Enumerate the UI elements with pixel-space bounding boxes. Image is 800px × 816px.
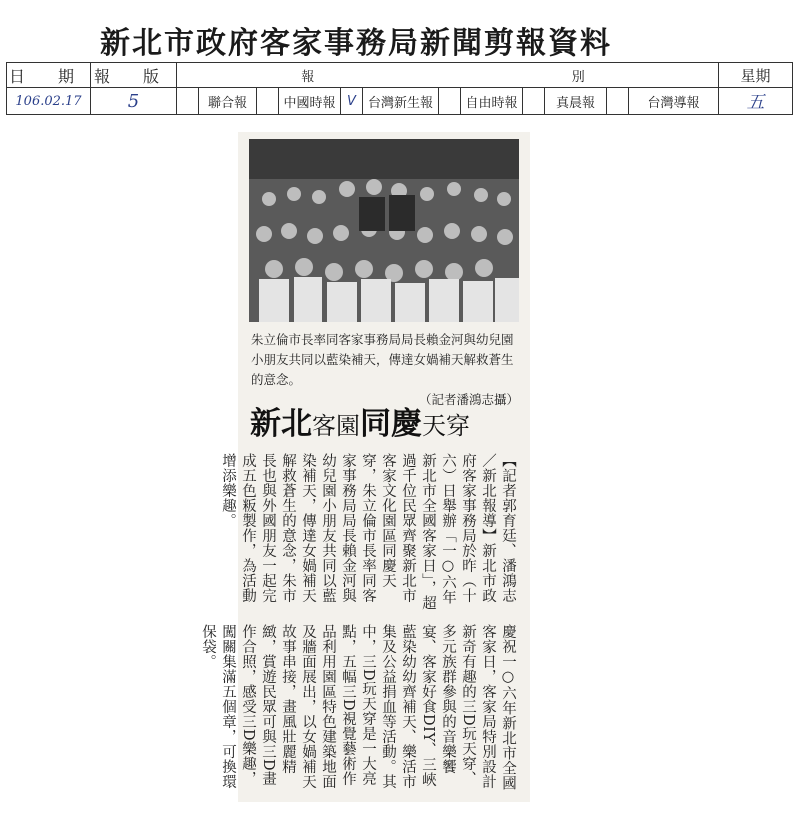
article-body-column-2: 慶祝一○六年新北市全國客家日，客家局特別設計新奇有趣的三D玩天穿、多元族群參與的音樂饗宴、客家好食DIY、三峽藍染幼幼齊補天、樂活市集及公益捐血等活動。其中，三D玩天穿是一大亮點，五幅三D視覺藝術作品利用園區特色建築地面及牆面展出，以女媧補天故事串接，畫風壯麗精緻，賞遊民眾可與三D畫作合照，感受三D樂趣，闖關集滿五個章，可換環保袋。 <box>200 624 516 791</box>
photo-credit: （記者潘鴻志攝） <box>418 392 519 407</box>
paper-name-2: 中國時報 <box>279 88 341 115</box>
type-label: 別 <box>439 63 719 88</box>
paper-name-5: 真晨報 <box>545 88 607 115</box>
headline-part-3: 同慶 <box>360 406 422 442</box>
headline-part-1: 新北 <box>250 406 312 442</box>
edition-label: 報 版 <box>91 63 177 88</box>
paper-name-6: 台灣導報 <box>629 88 719 115</box>
paper-checkbox-4 <box>439 88 461 115</box>
headline-part-4: 天穿 <box>422 412 470 440</box>
weekday-label: 星期 <box>719 63 793 88</box>
paper-name-3: 台灣新生報 <box>363 88 439 115</box>
paper-name-1: 聯合報 <box>199 88 257 115</box>
article-headline <box>250 398 525 443</box>
page-title: 新北市政府客家事務局新聞剪報資料 <box>100 26 612 61</box>
event-photo <box>249 139 519 322</box>
article-body-column-1: 【記者郭育廷、潘鴻志／新北報導】新北市政府客家事務局於昨（十六）日舉辦「一○六年新北市全國客家日」，超過千位民眾齊聚新北市客家文化園區同慶天穿，朱立倫市長率同客家事務局局長賴金河與幼兒園小朋友共同以藍染補天，傳達女媧補天解救蒼生的意念，朱市長也與外國朋友一起完成五色粄製作，為活動增添樂趣。 <box>220 453 516 611</box>
date-label: 日 期 <box>7 63 91 88</box>
paper-checkbox-3-checked: V <box>341 88 363 115</box>
paper-name-4: 自由時報 <box>461 88 523 115</box>
caption-text: 朱立倫市長率同客家事務局局長賴金河與幼兒園小朋友共同以藍染補天，傳達女媧補天解救蒼生的意念。 <box>251 332 514 387</box>
paper-checkbox-5 <box>523 88 545 115</box>
paper-label: 報 <box>177 63 439 88</box>
clipping-info-table <box>6 62 793 115</box>
edition-value: 5 <box>91 88 177 115</box>
weekday-value: 五 <box>719 88 793 115</box>
headline-part-2: 客園 <box>312 412 360 440</box>
paper-checkbox-6 <box>607 88 629 115</box>
paper-checkbox-2 <box>257 88 279 115</box>
paper-checkbox-1 <box>177 88 199 115</box>
date-value: 106.02.17 <box>7 88 91 115</box>
